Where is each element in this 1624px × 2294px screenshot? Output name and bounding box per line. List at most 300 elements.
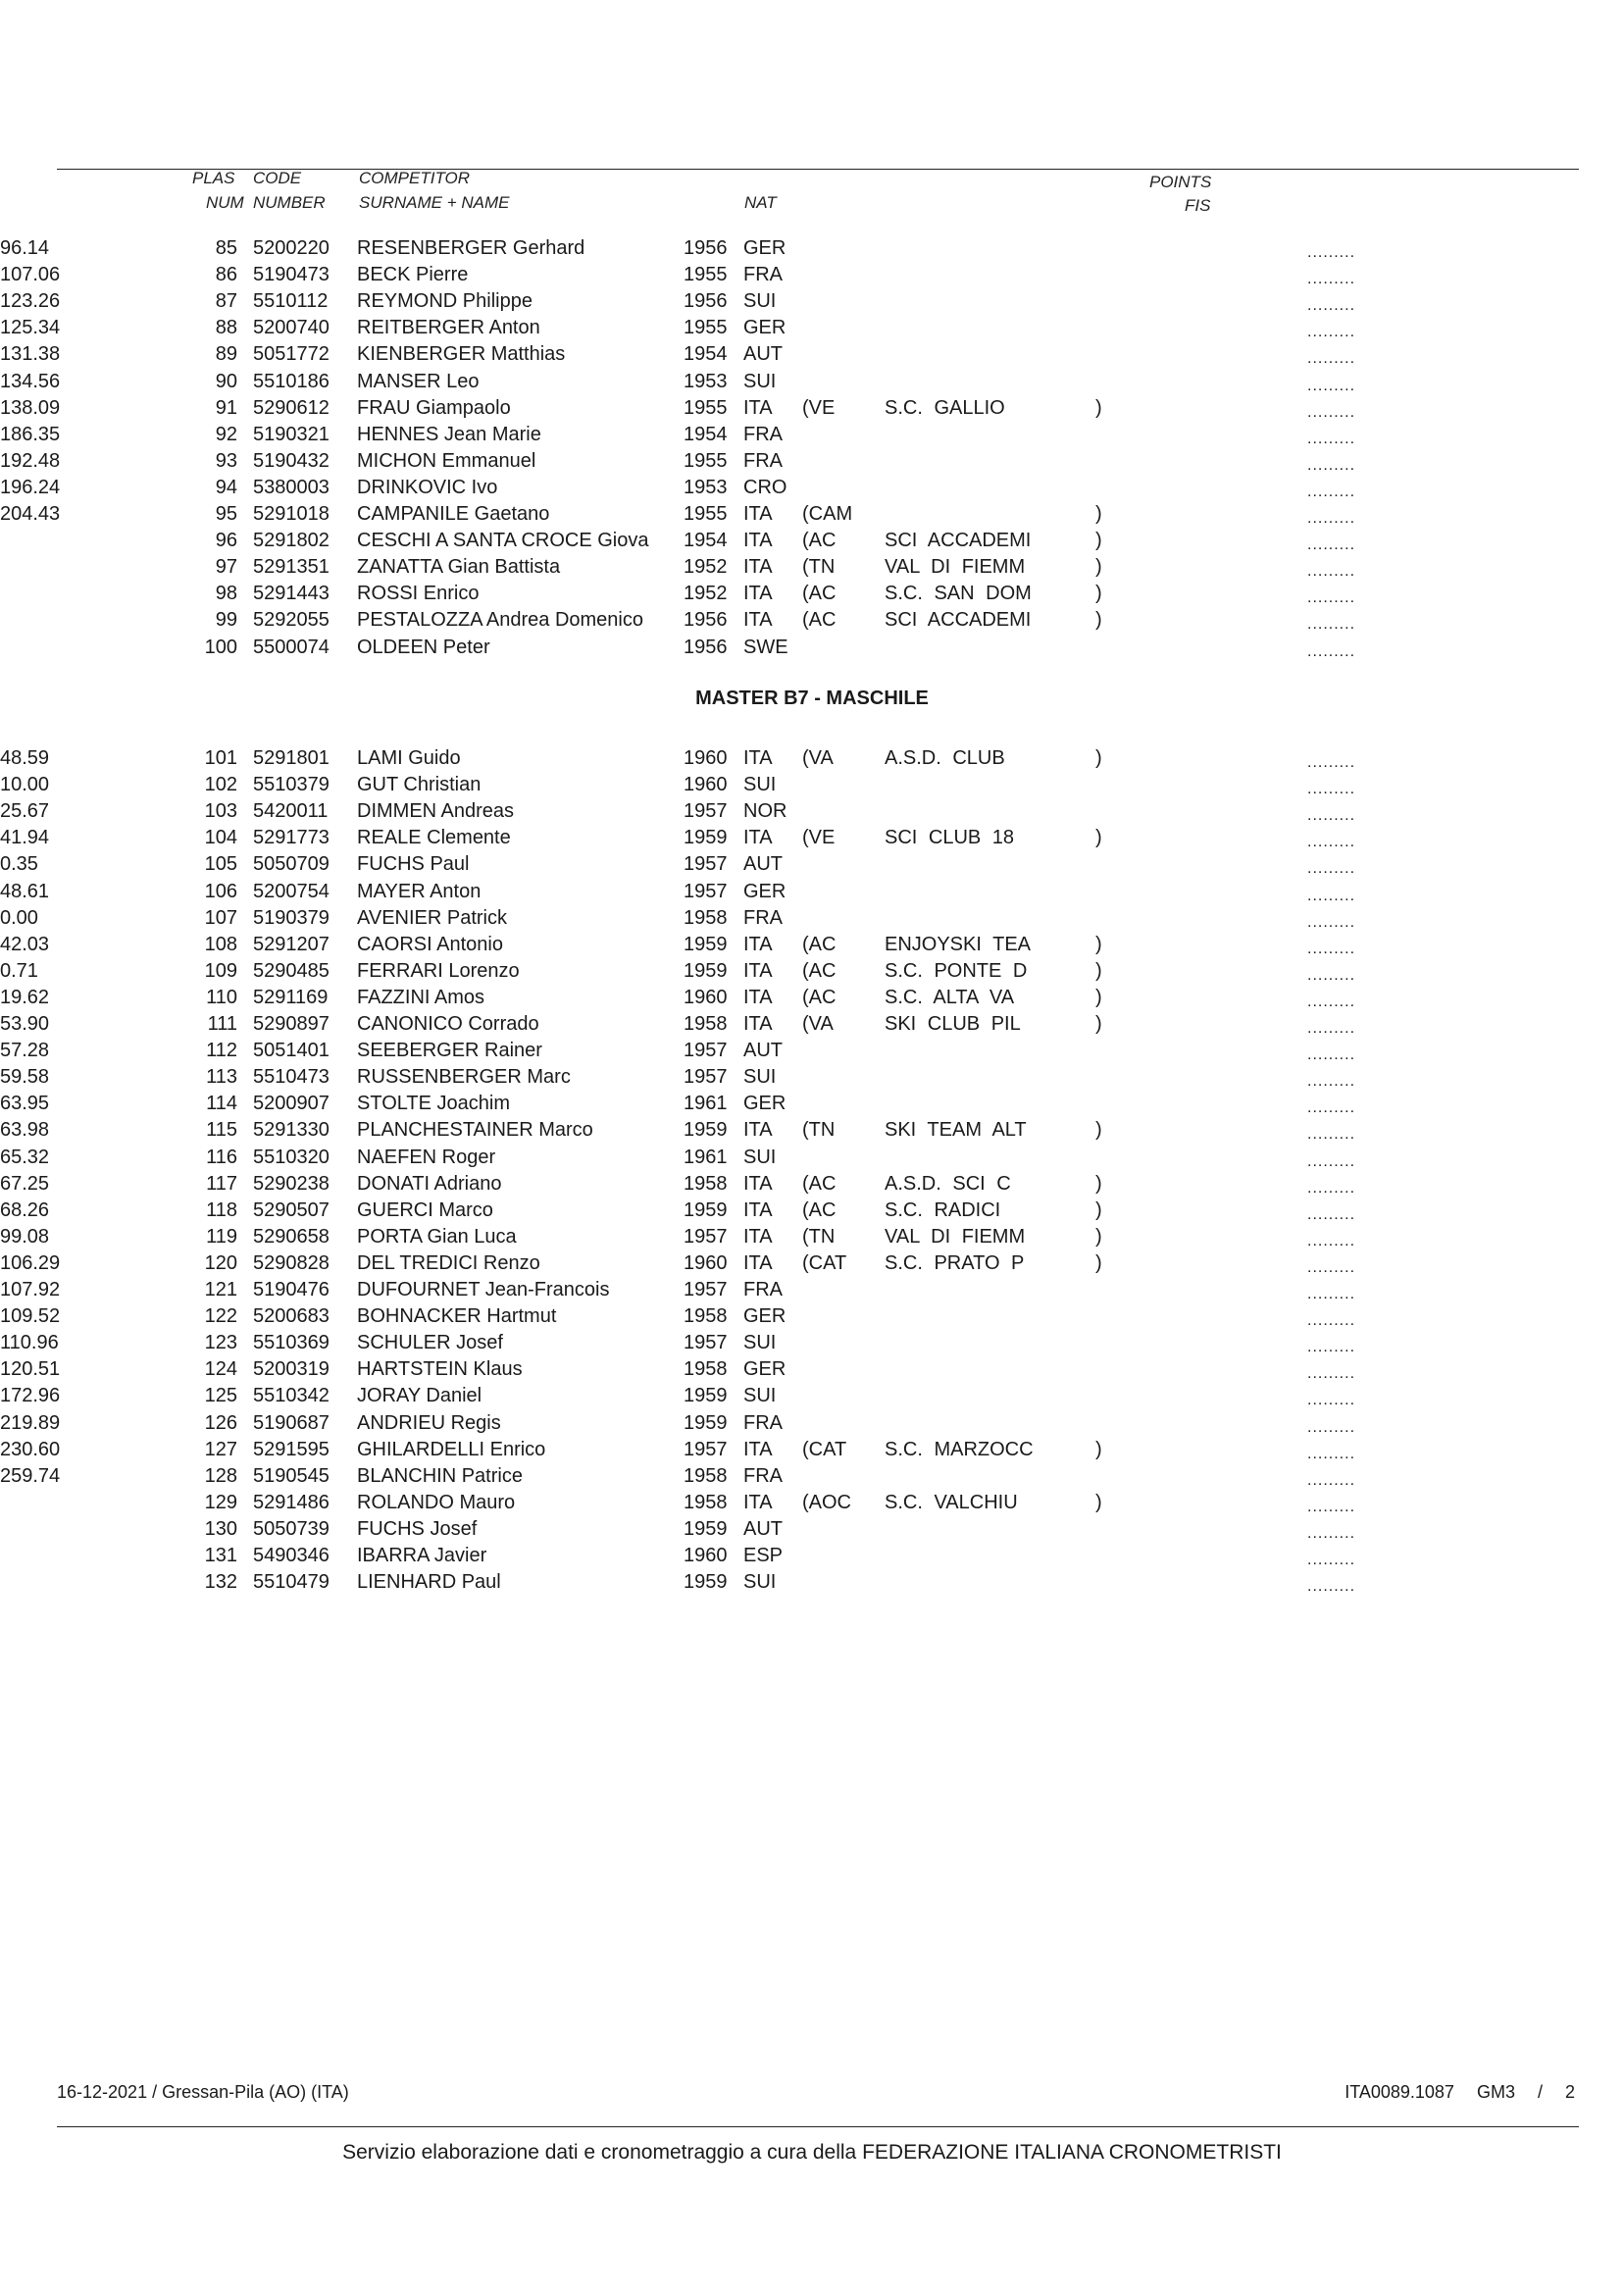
cell-points: 259.74: [0, 1464, 61, 1487]
cell-code: 5050709: [253, 853, 330, 876]
cell-code: 5190687: [253, 1411, 330, 1434]
cell-close: ): [1095, 747, 1102, 769]
cell-dots: .........: [1307, 913, 1356, 931]
cell-code: 5190473: [253, 264, 330, 286]
table-row: [0, 985, 1624, 1011]
cell-club: SCI ACCADEMI: [885, 530, 1032, 552]
table-row: [0, 1490, 1624, 1516]
cell-plas: 107: [204, 906, 237, 929]
cell-code: 5200740: [253, 317, 330, 339]
cell-prov: (CAM: [802, 503, 853, 525]
cell-name: FUCHS Josef: [357, 1517, 478, 1540]
cell-prov: (AC: [802, 530, 837, 552]
cell-code: 5500074: [253, 636, 330, 658]
table-row: [0, 879, 1624, 905]
table-row: [0, 1569, 1624, 1596]
cell-code: 5290658: [253, 1225, 330, 1248]
cell-plas: 113: [206, 1066, 237, 1089]
cell-close: ): [1095, 1119, 1102, 1142]
cell-dots: .........: [1307, 940, 1356, 957]
cell-code: 5490346: [253, 1545, 330, 1566]
cell-plas: 104: [204, 827, 237, 849]
table-row: [0, 1330, 1624, 1356]
cell-dots: .........: [1307, 244, 1356, 261]
cell-nat: SWE: [743, 636, 788, 658]
cell-points: 63.95: [0, 1093, 50, 1115]
cell-dots: .........: [1307, 860, 1356, 878]
cell-prov: (AC: [802, 1198, 837, 1221]
cell-plas: 93: [215, 449, 237, 472]
table-row: [0, 581, 1624, 607]
cell-dots: .........: [1307, 1365, 1356, 1383]
cell-nat: GER: [743, 1358, 787, 1381]
cell-dots: .........: [1307, 1578, 1356, 1596]
cell-code: 5200683: [253, 1305, 330, 1328]
cell-plas: 108: [204, 933, 237, 955]
cell-plas: 130: [204, 1517, 237, 1540]
cell-dots: .........: [1307, 1552, 1356, 1568]
table-row: [0, 607, 1624, 634]
cell-code: 5291207: [253, 933, 330, 955]
cell-year: 1959: [684, 933, 728, 955]
cell-close: ): [1095, 986, 1102, 1008]
cell-code: 5380003: [253, 476, 330, 498]
cell-dots: .........: [1307, 1392, 1356, 1409]
cell-close: ): [1095, 1438, 1102, 1460]
cell-dots: .........: [1307, 1099, 1356, 1117]
footer-date-place: 16-12-2021 / Gressan-Pila (AO) (ITA): [57, 2082, 349, 2102]
cell-points: 96.14: [0, 237, 50, 259]
cell-code: 5200220: [253, 237, 330, 259]
cell-close: ): [1095, 827, 1102, 849]
cell-code: 5510479: [253, 1571, 330, 1594]
cell-name: GUERCI Marco: [357, 1198, 493, 1221]
footer-codes: [1345, 2082, 1575, 2103]
cell-club: S.C. PONTE D: [885, 959, 1028, 982]
cell-nat: GER: [743, 1093, 787, 1115]
cell-points: 120.51: [0, 1358, 61, 1381]
cell-name: KIENBERGER Matthias: [357, 343, 566, 366]
cell-prov: (VE: [802, 396, 836, 419]
footer-code: ITA0089.1087: [1345, 2082, 1454, 2102]
cell-year: 1959: [684, 1119, 728, 1142]
cell-nat: ITA: [743, 1013, 773, 1035]
table-row: [0, 528, 1624, 554]
cell-dots: .........: [1307, 510, 1356, 527]
cell-year: 1959: [684, 1571, 728, 1594]
cell-prov: (AC: [802, 583, 837, 605]
cell-dots: .........: [1307, 1498, 1356, 1515]
cell-points: 107.06: [0, 264, 61, 286]
cell-year: 1956: [684, 609, 728, 632]
cell-prov: (VA: [802, 1013, 834, 1035]
cell-dots: .........: [1307, 1471, 1356, 1489]
cell-year: 1955: [684, 264, 728, 286]
cell-dots: .........: [1307, 1205, 1356, 1223]
cell-year: 1957: [684, 1040, 728, 1062]
footer-service: Servizio elaborazione dati e cronometraggio a cura della FEDERAZIONE ITALIANA CRONOMETRISTI: [342, 2141, 1282, 2164]
cell-name: FRAU Giampaolo: [357, 396, 511, 419]
cell-year: 1958: [684, 1305, 728, 1328]
cell-prov: (AC: [802, 986, 837, 1008]
cell-name: DRINKOVIC Ivo: [357, 476, 498, 498]
cell-name: CANONICO Corrado: [357, 1013, 539, 1035]
cell-year: 1957: [684, 1438, 728, 1460]
cell-name: JORAY Daniel: [357, 1385, 482, 1407]
cell-year: 1961: [684, 1146, 728, 1168]
cell-dots: .........: [1307, 1152, 1356, 1170]
cell-dots: .........: [1307, 754, 1356, 771]
cell-name: REALE Clemente: [357, 827, 511, 849]
cell-year: 1956: [684, 237, 728, 259]
cell-club: A.S.D. SCI C: [885, 1172, 1011, 1195]
cell-plas: 86: [215, 264, 237, 286]
table-row: [0, 422, 1624, 448]
table-row: [0, 635, 1624, 661]
cell-dots: .........: [1307, 589, 1356, 607]
table-row: [0, 1516, 1624, 1543]
cell-code: 5291595: [253, 1438, 330, 1460]
cell-points: 57.28: [0, 1040, 50, 1062]
cell-close: ): [1095, 933, 1102, 955]
cell-code: 5190432: [253, 449, 330, 472]
cell-nat: ITA: [743, 1251, 773, 1274]
cell-name: CAMPANILE Gaetano: [357, 503, 550, 525]
cell-prov: (AC: [802, 959, 837, 982]
cell-name: MICHON Emmanuel: [357, 449, 536, 472]
header-number: NUMBER: [253, 193, 326, 212]
cell-plas: 123: [204, 1332, 237, 1354]
cell-plas: 120: [204, 1251, 237, 1274]
cell-club: SKI CLUB PIL: [885, 1013, 1021, 1035]
cell-nat: GER: [743, 1305, 787, 1328]
cell-name: PLANCHESTAINER Marco: [357, 1119, 593, 1142]
cell-points: 186.35: [0, 423, 61, 445]
cell-code: 5510369: [253, 1332, 330, 1354]
cell-nat: ITA: [743, 1172, 773, 1195]
cell-nat: FRA: [743, 1464, 783, 1487]
cell-year: 1959: [684, 1411, 728, 1434]
cell-code: 5510342: [253, 1385, 330, 1407]
cell-nat: FRA: [743, 1279, 783, 1300]
cell-dots: .........: [1307, 1418, 1356, 1436]
cell-nat: SUI: [743, 1385, 777, 1407]
cell-points: 172.96: [0, 1385, 61, 1407]
cell-club: VAL DI FIEMM: [885, 556, 1026, 579]
cell-name: ROSSI Enrico: [357, 583, 480, 605]
cell-code: 5190545: [253, 1464, 330, 1487]
cell-club: SCI ACCADEMI: [885, 609, 1032, 632]
cell-year: 1952: [684, 556, 728, 579]
table-row: [0, 1038, 1624, 1064]
cell-points: 68.26: [0, 1198, 50, 1221]
cell-code: 5290612: [253, 396, 330, 419]
cell-close: ): [1095, 609, 1102, 632]
cell-plas: 119: [206, 1225, 237, 1248]
cell-year: 1955: [684, 317, 728, 339]
cell-nat: ITA: [743, 1119, 773, 1142]
cell-year: 1954: [684, 530, 728, 552]
cell-code: 5291802: [253, 530, 330, 552]
table-row: [0, 905, 1624, 932]
cell-points: 0.71: [0, 959, 38, 982]
cell-dots: .........: [1307, 536, 1356, 554]
cell-name: FAZZINI Amos: [357, 986, 485, 1008]
cell-dots: .........: [1307, 1445, 1356, 1462]
cell-nat: AUT: [743, 343, 783, 366]
cell-dots: .........: [1307, 297, 1356, 315]
cell-name: CESCHI A SANTA CROCE Giova: [357, 530, 649, 552]
cell-year: 1960: [684, 747, 728, 769]
cell-year: 1953: [684, 370, 728, 392]
table-row: [0, 288, 1624, 315]
cell-points: 109.52: [0, 1305, 61, 1328]
cell-dots: .........: [1307, 834, 1356, 851]
table-row: [0, 501, 1624, 528]
header-points: POINTS: [1149, 173, 1212, 191]
cell-year: 1959: [684, 1198, 728, 1221]
cell-points: 131.38: [0, 343, 61, 366]
cell-plas: 87: [215, 290, 237, 313]
cell-plas: 121: [204, 1279, 237, 1300]
cell-close: ): [1095, 1491, 1102, 1513]
cell-prov: (VA: [802, 747, 834, 769]
cell-year: 1959: [684, 827, 728, 849]
cell-year: 1958: [684, 1491, 728, 1513]
cell-nat: FRA: [743, 264, 783, 286]
cell-year: 1959: [684, 1385, 728, 1407]
cell-dots: .........: [1307, 1126, 1356, 1144]
cell-name: ZANATTA Gian Battista: [357, 556, 561, 579]
cell-dots: .........: [1307, 1232, 1356, 1249]
cell-points: 59.58: [0, 1066, 50, 1089]
cell-plas: 114: [206, 1093, 237, 1115]
table-row: [0, 369, 1624, 395]
cell-close: ): [1095, 1225, 1102, 1248]
cell-name: REYMOND Philippe: [357, 290, 533, 313]
cell-points: 134.56: [0, 370, 61, 392]
cell-close: ): [1095, 1172, 1102, 1195]
cell-club: S.C. MARZOCC: [885, 1438, 1034, 1460]
cell-prov: (AC: [802, 1172, 837, 1195]
cell-nat: ITA: [743, 556, 773, 579]
cell-dots: .........: [1307, 1046, 1356, 1064]
table-row: [0, 1117, 1624, 1144]
header-num: NUM: [206, 193, 244, 212]
cell-dots: .........: [1307, 483, 1356, 500]
cell-points: 63.98: [0, 1119, 50, 1142]
cell-name: HENNES Jean Marie: [357, 423, 541, 445]
cell-points: 10.00: [0, 774, 50, 796]
cell-code: 5291330: [253, 1119, 330, 1142]
cell-plas: 112: [206, 1040, 237, 1062]
table-row: [0, 1303, 1624, 1330]
cell-year: 1958: [684, 1013, 728, 1035]
cell-plas: 131: [204, 1545, 237, 1566]
cell-points: 123.26: [0, 290, 61, 313]
cell-plas: 90: [215, 370, 237, 392]
cell-dots: .........: [1307, 807, 1356, 825]
table-row: [0, 958, 1624, 985]
cell-close: ): [1095, 503, 1102, 525]
cell-name: DONATI Adriano: [357, 1172, 502, 1195]
cell-code: 5290897: [253, 1013, 330, 1035]
cell-plas: 129: [204, 1491, 237, 1513]
cell-code: 5510379: [253, 774, 330, 796]
cell-name: MANSER Leo: [357, 370, 480, 392]
cell-dots: .........: [1307, 616, 1356, 634]
cell-plas: 126: [204, 1411, 237, 1434]
cell-year: 1954: [684, 423, 728, 445]
cell-points: 196.24: [0, 476, 61, 498]
cell-nat: CRO: [743, 476, 787, 498]
cell-code: 5291801: [253, 747, 330, 769]
cell-points: 25.67: [0, 800, 50, 823]
cell-club: VAL DI FIEMM: [885, 1225, 1026, 1248]
cell-plas: 116: [206, 1146, 237, 1168]
cell-plas: 98: [215, 583, 237, 605]
cell-code: 5290507: [253, 1198, 330, 1221]
table-row: [0, 315, 1624, 341]
cell-nat: ITA: [743, 933, 773, 955]
cell-points: 125.34: [0, 317, 61, 339]
cell-dots: .........: [1307, 456, 1356, 474]
header-plas: PLAS: [192, 169, 235, 187]
cell-name: GHILARDELLI Enrico: [357, 1438, 546, 1460]
cell-nat: FRA: [743, 906, 783, 929]
cell-nat: NOR: [743, 800, 787, 823]
cell-code: 5290238: [253, 1172, 330, 1195]
cell-points: 106.29: [0, 1251, 61, 1274]
table-row: [0, 798, 1624, 825]
cell-year: 1957: [684, 1066, 728, 1089]
cell-code: 5292055: [253, 609, 330, 632]
cell-code: 5291018: [253, 503, 330, 525]
cell-prov: (AC: [802, 933, 837, 955]
cell-points: 99.08: [0, 1225, 50, 1248]
cell-name: NAEFEN Roger: [357, 1146, 496, 1168]
cell-name: PESTALOZZA Andrea Domenico: [357, 609, 643, 632]
cell-close: ): [1095, 396, 1102, 419]
cell-points: 41.94: [0, 827, 50, 849]
cell-code: 5291351: [253, 556, 330, 579]
cell-plas: 109: [204, 959, 237, 982]
table-row: [0, 1410, 1624, 1437]
table-row: [0, 772, 1624, 798]
header-nat: NAT: [744, 193, 777, 212]
cell-code: 5190379: [253, 906, 330, 929]
cell-club: S.C. VALCHIU: [885, 1491, 1018, 1513]
cell-prov: (VE: [802, 827, 836, 849]
cell-plas: 92: [215, 423, 237, 445]
table-row: [0, 262, 1624, 288]
cell-name: IBARRA Javier: [357, 1545, 487, 1566]
cell-name: DIMMEN Andreas: [357, 800, 515, 823]
cell-points: 48.59: [0, 747, 50, 769]
cell-code: 5290485: [253, 959, 330, 982]
cell-nat: SUI: [743, 1571, 777, 1594]
cell-nat: ESP: [743, 1545, 784, 1566]
cell-dots: .........: [1307, 1312, 1356, 1330]
cell-name: HARTSTEIN Klaus: [357, 1358, 523, 1381]
cell-plas: 102: [204, 774, 237, 796]
cell-plas: 96: [215, 530, 237, 552]
cell-code: 5510112: [253, 290, 329, 313]
cell-points: 138.09: [0, 396, 61, 419]
cell-nat: ITA: [743, 583, 773, 605]
cell-points: 0.35: [0, 853, 38, 876]
cell-year: 1954: [684, 343, 728, 366]
cell-year: 1957: [684, 853, 728, 876]
cell-year: 1958: [684, 1358, 728, 1381]
cell-name: BOHNACKER Hartmut: [357, 1305, 557, 1328]
cell-plas: 124: [204, 1358, 237, 1381]
cell-name: FUCHS Paul: [357, 853, 470, 876]
cell-code: 5510186: [253, 370, 330, 392]
cell-name: ROLANDO Mauro: [357, 1491, 516, 1513]
cell-dots: .........: [1307, 966, 1356, 984]
cell-nat: ITA: [743, 503, 773, 525]
cell-dots: .........: [1307, 1524, 1356, 1542]
cell-code: 5510473: [253, 1066, 330, 1089]
cell-code: 5291773: [253, 827, 330, 849]
cell-points: 204.43: [0, 503, 61, 525]
table-row: [0, 554, 1624, 581]
cell-prov: (AOC: [802, 1491, 851, 1513]
cell-nat: GER: [743, 317, 787, 339]
cell-close: ): [1095, 1251, 1102, 1274]
cell-nat: ITA: [743, 1438, 773, 1460]
cell-nat: ITA: [743, 609, 773, 632]
cell-name: LAMI Guido: [357, 747, 461, 769]
table-row: [0, 1277, 1624, 1303]
cell-points: 0.00: [0, 906, 38, 929]
table-row: [0, 1543, 1624, 1569]
cell-year: 1957: [684, 1332, 728, 1354]
header-code: CODE: [253, 169, 302, 187]
cell-year: 1955: [684, 503, 728, 525]
cell-code: 5291169: [253, 986, 329, 1008]
cell-year: 1955: [684, 396, 728, 419]
cell-club: ENJOYSKI TEA: [885, 933, 1032, 955]
cell-points: 19.62: [0, 986, 50, 1008]
cell-name: SCHULER Josef: [357, 1332, 503, 1354]
cell-nat: ITA: [743, 827, 773, 849]
cell-name: GUT Christian: [357, 774, 482, 796]
cell-name: BECK Pierre: [357, 264, 469, 286]
cell-points: 65.32: [0, 1146, 50, 1168]
cell-points: 48.61: [0, 880, 50, 902]
cell-year: 1953: [684, 476, 728, 498]
header-competitor: COMPETITOR: [359, 169, 471, 187]
cell-year: 1958: [684, 906, 728, 929]
section-title: MASTER B7 - MASCHILE: [695, 688, 929, 709]
header-divider: [57, 169, 1579, 170]
cell-plas: 110: [206, 986, 237, 1008]
cell-dots: .........: [1307, 563, 1356, 581]
cell-nat: GER: [743, 237, 787, 259]
cell-dots: .........: [1307, 271, 1356, 288]
table-row: [0, 1198, 1624, 1224]
cell-plas: 101: [204, 747, 237, 769]
cell-club: SKI TEAM ALT: [885, 1119, 1027, 1142]
cell-year: 1959: [684, 1517, 728, 1540]
cell-prov: (CAT: [802, 1251, 847, 1274]
cell-club: S.C. PRATO P: [885, 1251, 1025, 1274]
cell-code: 5510320: [253, 1146, 330, 1168]
cell-nat: SUI: [743, 774, 777, 796]
cell-points: 230.60: [0, 1438, 61, 1460]
